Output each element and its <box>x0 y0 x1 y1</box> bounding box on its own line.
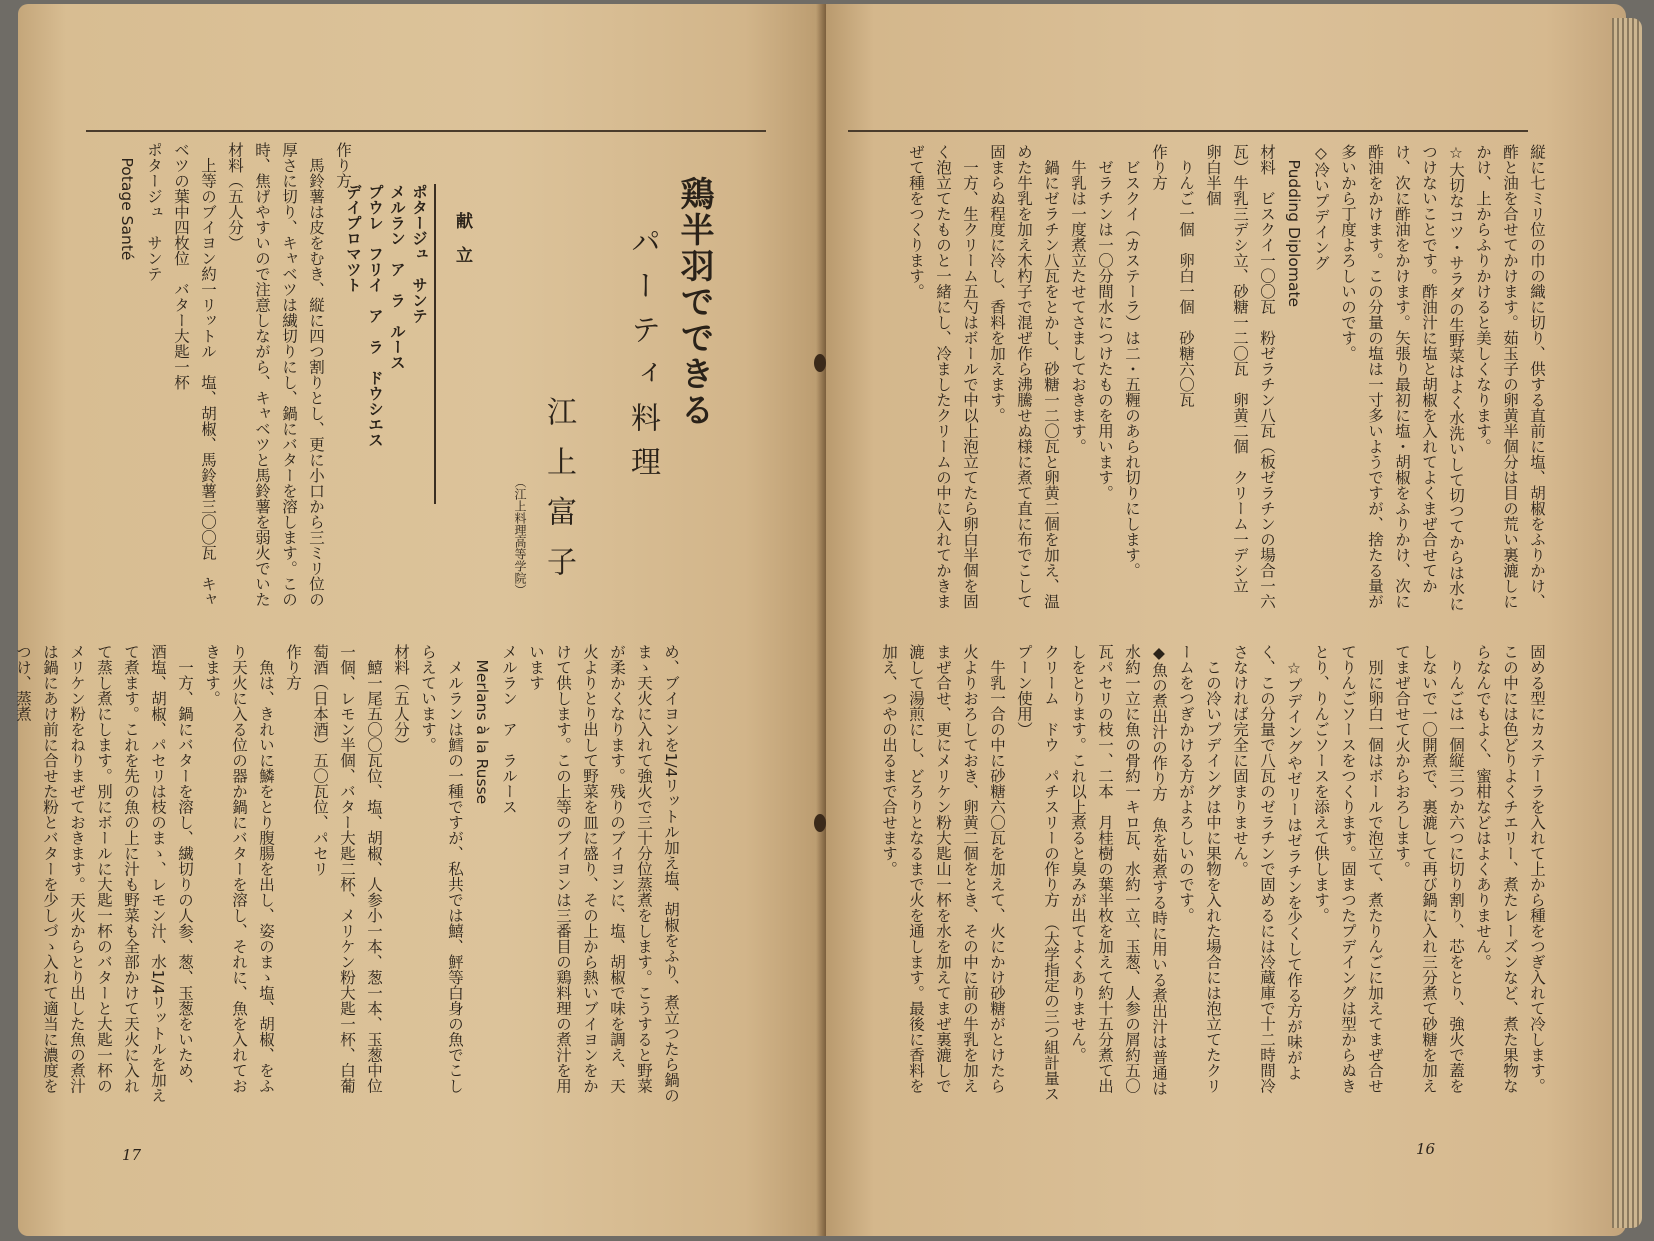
page-number-right: 16 <box>1416 1140 1436 1158</box>
menu-item: プウレ フリイ ア ラ ドウシエス <box>366 184 384 448</box>
menu-item: デイプロマツト <box>344 184 362 293</box>
right-page <box>826 4 1626 1236</box>
staple-hole <box>814 354 826 372</box>
right-bottom-column: 固める型にカステーラを入れて上から種をつぎ入れて冷します。この中には色どりよくチエリー、煮たレーズンなど、煮た果物ならなんでもよく、蜜柑などはよくありません。 りんごは一個縦三つか六つに切り割り、芯をとり、強火で蓋をしないで一〇開煮で、裏漉して再び鍋に入れ三分煮て砂糖を加えてまぜ合せて火からおろします。 別に卵白一個はボールで泡立て、煮たりんごに加えてまぜ合せてりんごソースをつくります。固まつたプデイングは型からぬきとり、りんごソースを添えて供します。 ☆プデイングやゼリーはゼラチンを少くして作る方が味がよく、この分量で八瓦のゼラチンで固めるには冷蔵庫で十二時間冷さなければ完全に固まりません。 この冷いプデイングは中に果物を入れた場合には泡立てたクリームをつぎかける方がよろしいのです。 ◆魚の煮出汁の作り方 魚を茹煮する時に用いる煮出汁は普通は水約一立に魚の骨約一キロ瓦、水約一立、玉葱、人参の屑約五〇瓦パセリの枝一、二本 月桂樹の葉半枚を加えて約十五分煮て出しをとります。これ以上煮ると臭みが出てよくありません。 クリーム ドウ パチスリーの作り方 （大学指定の三つ組計量スプーン使用） 牛乳一合の中に砂糖六〇瓦を加えて、火にかけ砂糖がとけたら火よりおろしておき、卵黄二個をとき、その中に前の牛乳を加えまぜ合せ、更にメリケン粉大匙山一杯を水を加えてまぜ裏漉しで漉して湯煎にし、どろりとなるまで火を通します。最後に香料を加え、つやの出るまで合せます。 <box>880 644 1546 1102</box>
article-title: 鶏半羽でできる <box>674 176 714 428</box>
author-affiliation: （江上料理高等学院） <box>513 476 527 596</box>
menu-item: メルラン ア ラ ルース <box>388 184 406 370</box>
left-top-column: 作り方 馬鈴薯は皮をむき、縦に四つ割りとし、更に小口から三ミリ位の厚さに切り、キャベツは繊切りにし、鍋にバターを溶します。この時、焦げやすいので注意しながら、キャベツと馬鈴薯を弱火でいた 材料（五人分） 上等のブイヨン約一リットル 塩、胡椒、馬鈴薯三〇〇瓦 キャベツの葉中四枚位 バター大匙一杯 ポタージュ サンテ Potage Santé <box>118 142 352 607</box>
top-rule-left <box>86 130 766 132</box>
menu-heading: 献 立 <box>452 212 472 263</box>
page-edges <box>1612 18 1642 1228</box>
page-number-left: 17 <box>122 1146 142 1164</box>
top-rule-right <box>848 130 1528 132</box>
left-bottom-column: め、ブイヨンを1/4リットル加え塩、胡椒をふり、煮立つたら鍋のまゝ天火に入れて強火で三十分位蒸煮をします。こうすると野菜が柔かくなります。残りのブイヨンに、塩、胡椒で味を調え、天火よりとり出して野菜を皿に盛り、その上から熱いブイヨンをかけて供します。この上等のブイヨンは三番目の鶏料理の煮汁を用います メルラン ア ラルース Merlans à la Russe メルランは鱈の一種ですが、私共では鱚、鮃等白身の魚でこしらえています。 材料（五人分） 鱚一尾五〇〇瓦位、塩、胡椒、人参小一本、葱一本、玉葱中位一個、レモン半個、バター大匙二杯、メリケン粉大匙一杯、白葡萄酒（日本酒）五〇瓦位、パセリ 作り方 魚は、きれいに鱗をとり腹腸を出し、姿のまゝ塩、胡椒、をふり天火に入る位の器か鍋にバターを溶し、それに、魚を入れておきます。 一方、鍋にバターを溶し、繊切りの人参、葱、玉葱をいため、酒塩、胡椒、パセリは枝のまゝ、レモン汁、水1/4リットルを加えて煮ます。これを先の魚の上に汁も野菜も全部かけて天火に入れて蒸し煮にします。別にボールに大匙一杯のバターと大匙一杯のメリケン粉をねりまぜておきます。天火からとり出した魚の煮汁は鍋にあけ前に合せた粉とバターを少しづゝ入れて適当に濃度をつけ、蒸煮 <box>14 644 680 1103</box>
menu-item: ポタージュ サンテ <box>410 184 428 324</box>
author-name: 江上富子 <box>541 396 576 596</box>
right-top-column: 縦に七ミリ位の巾の織に切り、供する直前に塩、胡椒をふりかけ、酢と油を合せてかけます。茹玉子の卵黄半個分は目の荒い裏漉しにかけ、上からふりかけると美しくなります。 ☆大切なコツ・サラダの生野菜はよく水洗いして切つてからは水につけないことです。酢油汁に塩と胡椒を入れてよくまぜ合せてかけ、次に酢油をかけます。矢張り最初に塩・胡椒をふりかけ、次に酢油をかけます。この分量の塩は一寸多いようですが、捨たる量が多いから丁度よろしいのです。 ◇冷いプデイング Pudding Diplomate 材料 ビスクイ一〇〇瓦 粉ゼラチン八瓦（板ゼラチンの場合一六瓦）牛乳三デシ立、砂糖一二〇瓦 卵黄二個 クリーム一デシ立 卵白半個 りんご一個 卵白一個 砂糖六〇瓦 作り方 ビスクイ（カステーラ）は二・五糎のあられ切りにします。 ゼラチンは一〇分間水につけたものを用います。 牛乳は一度煮立たせてさましておきます。 鍋にゼラチン八瓦をとかし、砂糖一二〇瓦と卵黄二個を加え、温めた牛乳を加え木杓子で混ぜ作ら沸騰せぬ様に煮て直に布でこして固まらぬ程度に冷し、香料を加えます。 一方、生クリーム五勺はボールで中以上泡立てたら卵白半個を固く泡立てたものと一緒にし、冷ましたクリームの中に入れてかきまぜて種をつくります。 <box>907 144 1546 612</box>
left-page <box>14 4 826 1236</box>
magazine-spread <box>8 4 1648 1236</box>
menu-list <box>344 184 436 504</box>
article-subtitle: パーティ料理 <box>625 226 660 490</box>
staple-hole <box>814 814 826 832</box>
